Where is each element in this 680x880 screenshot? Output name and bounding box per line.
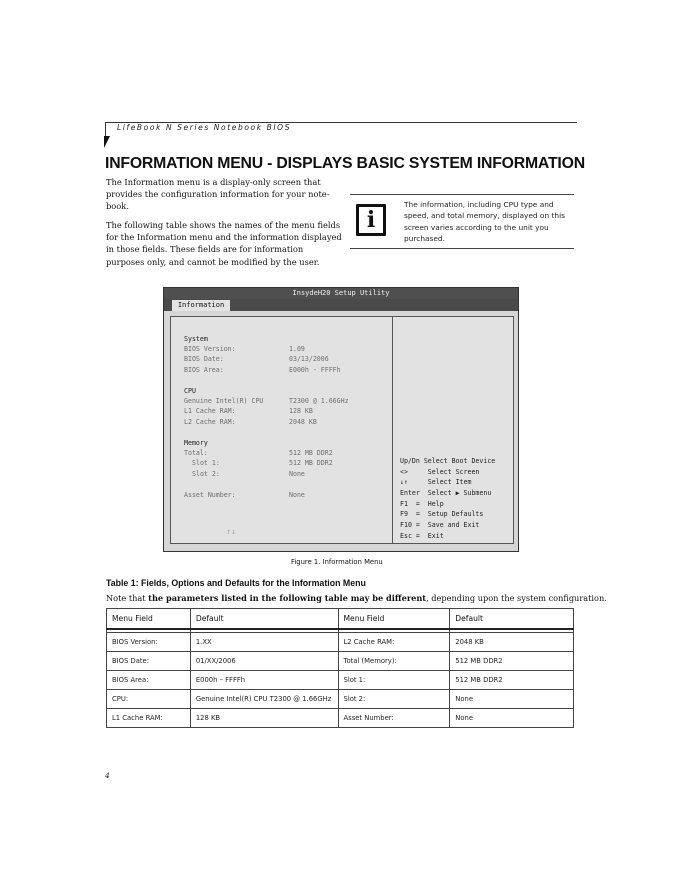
table-cell: Slot 2: <box>338 690 450 709</box>
bios-date-label: BIOS Date: <box>184 355 224 363</box>
table-cell: Genuine Intel(R) CPU T2300 @ 1.66GHz <box>190 690 338 709</box>
bios-help-line: F10 = Save and Exit <box>400 521 480 530</box>
bios-slot2-value: None <box>289 470 305 478</box>
bios-system-heading: System <box>184 335 208 343</box>
table-cell: CPU: <box>107 690 191 709</box>
bios-memory-heading: Memory <box>184 439 208 447</box>
table-cell: 512 MB DDR2 <box>450 671 574 690</box>
bios-l1-label: L1 Cache RAM: <box>184 407 236 415</box>
bios-date-value: 03/13/2006 <box>289 355 329 363</box>
bios-help-legend <box>400 456 495 542</box>
table-title: Table 1: Fields, Options and Defaults for the Information Menu <box>106 578 366 588</box>
table-header-row <box>107 609 574 630</box>
bios-l2-value: 2048 KB <box>289 418 317 426</box>
bios-help-line: ↓↑ Select Item <box>400 478 472 487</box>
table-note <box>106 593 607 603</box>
bios-cpu-heading: CPU <box>184 387 196 395</box>
bios-version-value: 1.09 <box>289 345 305 353</box>
bios-utility-title: InsydeH20 Setup Utility <box>164 288 518 299</box>
bios-cpu-model-value: T2300 @ 1.66GHz <box>289 397 349 405</box>
bios-asset-value: None <box>289 491 305 499</box>
table-cell: BIOS Version: <box>107 633 191 652</box>
table-cell: 1.XX <box>190 633 338 652</box>
bios-l2-label: L2 Cache RAM: <box>184 418 236 426</box>
page-number: 4 <box>105 771 110 780</box>
bios-area-label: BIOS Area: <box>184 366 224 374</box>
bios-area-value: E000h - FFFFh <box>289 366 341 374</box>
table-cell: None <box>450 690 574 709</box>
table-cell: Slot 1: <box>338 671 450 690</box>
table-cell: E000h – FFFFh <box>190 671 338 690</box>
bios-help-line: Up/Dn Select Boot Device <box>400 457 496 465</box>
table-cell: 2048 KB <box>450 633 574 652</box>
table-cell: Asset Number: <box>338 709 450 728</box>
bios-tab-information[interactable]: Information <box>172 300 230 311</box>
fields-table <box>106 608 574 728</box>
table-cell: L2 Cache RAM: <box>338 633 450 652</box>
bios-help-line: F1 = Help <box>400 499 444 508</box>
table-note-prefix: Note that <box>106 593 149 603</box>
bios-help-line: F9 = Setup Defaults <box>400 510 484 519</box>
table-row <box>107 652 574 671</box>
bios-slot1-value: 512 MB DDR2 <box>289 459 333 467</box>
bios-cpu-model-label: Genuine Intel(R) CPU <box>184 397 264 405</box>
table-row <box>107 633 574 652</box>
note-text: The information, including CPU type and speed, and total memory, displayed on this screen varies according to the unit you purchased. <box>404 200 565 244</box>
table-cell: BIOS Date: <box>107 652 191 671</box>
bios-help-line: Enter Select ▶ Submenu <box>400 489 492 498</box>
table-header-cell: Default <box>190 609 338 630</box>
table-header-cell: Menu Field <box>107 609 191 630</box>
table-cell: L1 Cache RAM: <box>107 709 191 728</box>
table-note-suffix: , depending upon the system configuration. <box>426 593 607 603</box>
bios-version-label: BIOS Version: <box>184 345 236 353</box>
bios-help-line: Esc = Exit <box>400 531 444 540</box>
note-top-rule <box>350 194 574 195</box>
bios-panel-divider <box>392 316 393 544</box>
intro-paragraph-1: The Information menu is a display-only screen that provides the configuration information for your note-book. <box>106 177 330 212</box>
figure-caption: Figure 1. Information Menu <box>291 558 383 566</box>
table-row <box>107 671 574 690</box>
intro-paragraph-2: The following table shows the names of the menu fields for the Information menu and the information displayed in those fields. These fields are for information purposes only, and cannot be modified by the user. <box>106 220 342 267</box>
bios-memory-total-value: 512 MB DDR2 <box>289 449 333 457</box>
table-row <box>107 709 574 728</box>
table-cell: 512 MB DDR2 <box>450 652 574 671</box>
running-title: LifeBook N Series Notebook BIOS <box>117 123 292 132</box>
table-header-cell: Default <box>450 609 574 630</box>
info-icon <box>356 204 386 236</box>
table-note-emphasis: the parameters listed in the following table may be different <box>148 593 427 603</box>
note-bottom-rule <box>350 248 574 249</box>
info-icon-glyph: i <box>359 207 383 233</box>
table-cell: 01/XX/2006 <box>190 652 338 671</box>
table-row <box>107 690 574 709</box>
page-title: INFORMATION MENU - DISPLAYS BASIC SYSTEM INFORMATION <box>105 155 585 172</box>
header-left-rule <box>105 122 106 136</box>
table-cell: BIOS Area: <box>107 671 191 690</box>
bios-memory-total-label: Total: <box>184 449 208 457</box>
table-cell: Total (Memory): <box>338 652 450 671</box>
bios-scroll-indicator: ↑↓ <box>226 529 237 536</box>
bios-l1-value: 128 KB <box>289 407 313 415</box>
bios-help-line: <> Select Screen <box>400 467 480 476</box>
bios-slot2-label: Slot 2: <box>192 470 220 478</box>
table-cell: None <box>450 709 574 728</box>
table-header-cell: Menu Field <box>338 609 450 630</box>
header-corner-marker <box>104 136 110 148</box>
bios-asset-label: Asset Number: <box>184 491 236 499</box>
table-cell: 128 KB <box>190 709 338 728</box>
bios-slot1-label: Slot 1: <box>192 459 220 467</box>
